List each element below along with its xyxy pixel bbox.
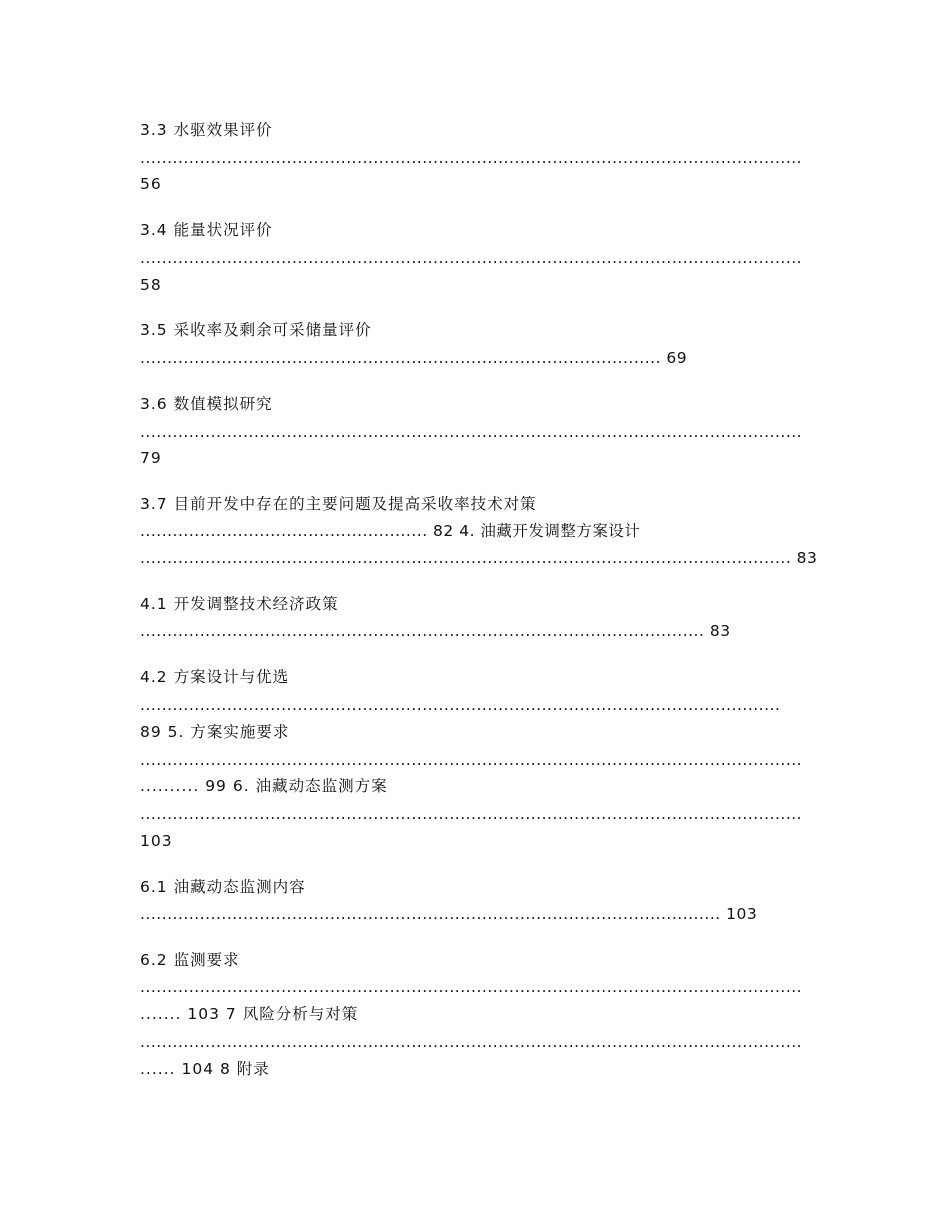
toc-3-7-line: ..................................................... 82 4. 油藏开发调整方案设计 bbox=[140, 522, 641, 540]
toc-4-line: ........................................................................................................................ 83 bbox=[140, 549, 818, 567]
toc-3-4-page: 58 bbox=[140, 276, 162, 294]
toc-4-1-title: 4.1 开发调整技术经济政策 bbox=[140, 595, 339, 613]
toc-3-6-title: 3.6 数值模拟研究 bbox=[140, 395, 273, 413]
toc-3-6-leader: .......................................................................................................................... bbox=[140, 423, 803, 441]
toc-6-2-title: 6.2 监测要求 bbox=[140, 951, 240, 969]
toc-5-line: 89 5. 方案实施要求 bbox=[140, 723, 290, 741]
toc-6-1-line: ........................................................................................................... 103 bbox=[140, 905, 758, 923]
toc-3-3-page: 56 bbox=[140, 175, 162, 193]
toc-7-line: ....... 103 7 风险分析与对策 bbox=[140, 1005, 359, 1023]
toc-3-5-line: ................................................................................................ 69 bbox=[140, 349, 688, 367]
toc-4-2-title: 4.2 方案设计与优选 bbox=[140, 668, 290, 686]
toc-6-line: .......... 99 6. 油藏动态监测方案 bbox=[140, 777, 388, 795]
toc-3-4-leader: .......................................................................................................................... bbox=[140, 249, 803, 267]
toc-8-line: ...... 104 8 附录 bbox=[140, 1060, 270, 1078]
toc-3-7-title: 3.7 目前开发中存在的主要问题及提高采收率技术对策 bbox=[140, 495, 537, 513]
toc-4-1-line: ........................................................................................................ 83 bbox=[140, 622, 731, 640]
toc-3-6-page: 79 bbox=[140, 449, 162, 467]
toc-6-page: 103 bbox=[140, 832, 173, 850]
toc-6-1-title: 6.1 油藏动态监测内容 bbox=[140, 878, 306, 896]
toc-5-leader: .......................................................................................................................... bbox=[140, 751, 803, 769]
toc-3-4-title: 3.4 能量状况评价 bbox=[140, 221, 273, 239]
toc-3-3-leader: .......................................................................................................................... bbox=[140, 149, 803, 167]
toc-3-5-title: 3.5 采收率及剩余可采储量评价 bbox=[140, 321, 372, 339]
toc-3-3-title: 3.3 水驱效果评价 bbox=[140, 121, 273, 139]
toc-6-leader: .......................................................................................................................... bbox=[140, 805, 803, 823]
toc-7-leader: .......................................................................................................................... bbox=[140, 1033, 803, 1051]
toc-6-2-leader: .......................................................................................................................... bbox=[140, 978, 803, 996]
toc-4-2-leader: ...................................................................................................................... bbox=[140, 696, 781, 714]
